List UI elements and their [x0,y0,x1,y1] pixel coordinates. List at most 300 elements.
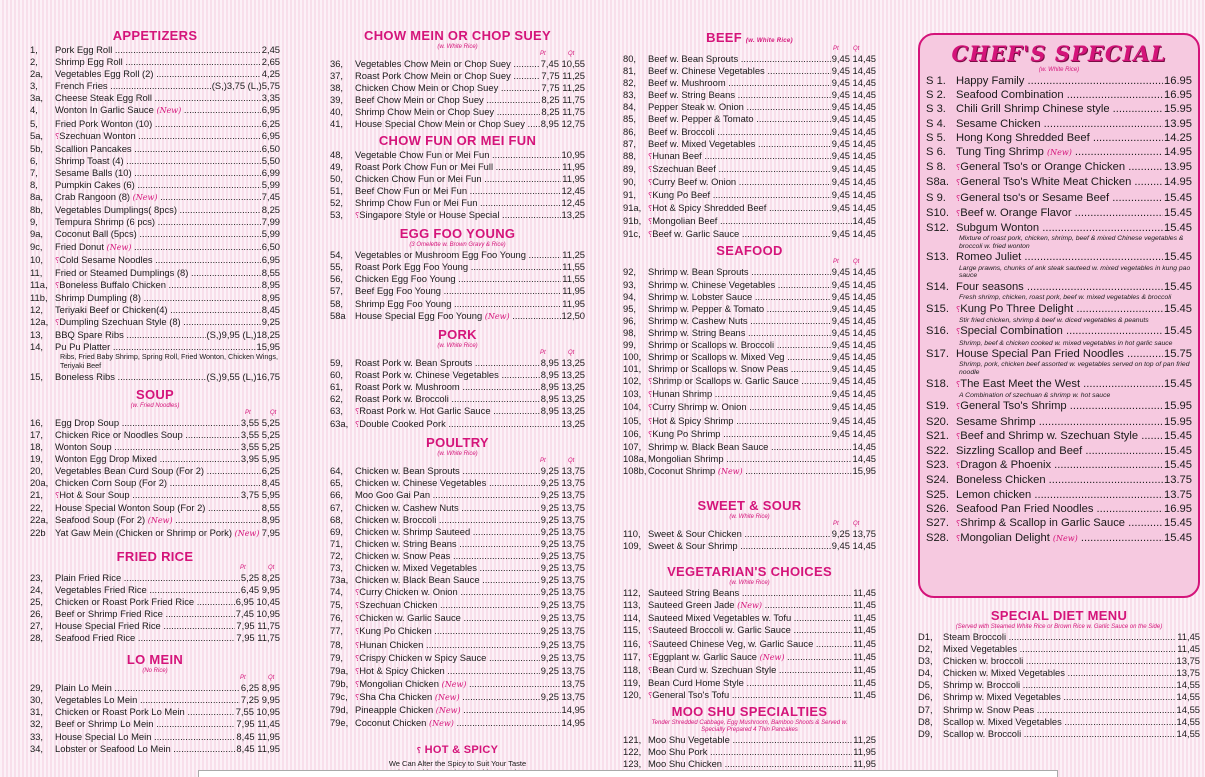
item-name-text: Yat Gaw Mein (Chicken or Shrimp or Pork) [55,527,232,539]
menu-item [330,310,585,323]
item-name [55,371,206,383]
item-name-text: Beef w. Pepper & Tomato [648,113,754,125]
item-price: 11,95 [562,285,585,297]
item-name-text: Beef w. Broccoli [648,125,715,137]
item-price: 8,25 11,75 [541,94,585,106]
menu-item [623,401,876,414]
section-sweet-sour [623,498,876,552]
item-name [55,718,235,730]
item-name-text: Lobster or Seafood Lo Mein [55,742,171,754]
item-name-text: Chicken w. Broccoli [355,513,437,525]
item-number: D7, [918,703,933,715]
item-name [55,620,235,632]
item-number: D5, [918,679,933,691]
item-name [956,377,1163,392]
menu-item [623,363,876,375]
item-price: 11,45 [853,599,876,611]
item-name-text: Roast Pork w. Mushroom [355,380,460,392]
item-price: 9,25 13,75 [540,625,585,637]
item-price: 15.95 [1164,103,1192,116]
pt-label: Pt [833,521,839,527]
column-2 [330,28,585,777]
item-name-text: BBQ Spare Ribs [55,329,124,341]
menu-item [918,691,1200,703]
item-number: D1, [918,631,933,642]
item-price: 6,25 8,95 [240,682,280,694]
item-number: 78, [330,638,344,650]
item-name [55,204,261,216]
item-name-text: Seafood Fried Rice [55,632,136,644]
item-price: 15.45 [1164,280,1192,293]
menu-item [330,625,585,638]
menu-item [330,550,585,562]
menu-item [330,652,585,665]
item-number: 115, [623,624,641,636]
item-number: 3a, [30,92,44,104]
menu-item [30,371,280,383]
item-name-text: Mixed Vegetables [943,643,1018,655]
item-price: 2,65 [261,56,280,68]
item-name [956,399,1163,414]
item-name-text: Chicken w. Bean Sprouts [355,465,460,477]
item-number: 99, [623,338,637,350]
item-number: 61, [330,380,344,392]
item-name [55,68,261,80]
qt-label: Qt [268,675,275,682]
item-price: 11,55 [562,261,585,273]
item-name [355,678,561,691]
item-name [956,488,1163,502]
item-name-text: Double Cooked Pork [359,418,446,430]
menu-item [330,82,585,94]
menu-item [926,473,1192,487]
item-name [943,728,1176,740]
pepper-icon: ⸮ [956,304,961,314]
section-vegetarian [623,564,876,702]
menu-item [30,68,280,80]
item-name-text: Happy Family [956,75,1025,87]
section-subtitle: (w. White Rice) [729,580,770,587]
menu-item [926,302,1192,317]
item-price: 9,45 14,45 [831,89,876,101]
item-price: 9,25 13,75 [540,477,585,489]
pepper-icon: ⸮ [648,230,653,240]
item-price: 13.95 [1164,161,1192,174]
item-name-text: Beef w. Chinese Vegetables [648,65,765,77]
item-name [956,502,1163,516]
item-name-text: Wonton Egg Drop Mixed [55,452,157,464]
item-name [648,746,852,758]
item-number: 58a [330,309,346,321]
menu-item [30,204,280,216]
menu-item [30,191,280,204]
item-name [355,161,561,173]
item-price: 9,45 14,45 [831,202,876,214]
section-title-text: BEEF [706,30,742,45]
menu-item [623,758,876,770]
item-number: 114, [623,612,641,624]
menu-item [623,53,876,65]
item-name [55,191,261,204]
item-price: 8,45 [261,477,280,489]
menu-item [330,574,585,586]
item-name-text: House Special Wonton Soup (For 2) [55,502,206,514]
item-number: 3, [30,80,38,92]
item-name-text: Roast Pork Egg Foo Young [355,261,469,273]
item-price: 15.45 [1164,206,1192,219]
item-number: 63a, [330,418,349,430]
item-price: 9,25 13,75 [831,528,876,539]
menu-item [30,706,280,718]
item-name [648,428,831,441]
item-name [55,80,211,92]
item-name [956,415,1163,429]
pepper-icon: ⸮ [55,280,60,290]
menu-item [30,130,280,143]
item-name [956,160,1163,175]
item-number: D3, [918,655,933,667]
menu-item [623,266,876,278]
menu-item [926,175,1192,190]
item-number: 120, [623,688,642,700]
item-name [355,550,540,562]
item-price: 15.45 [1164,517,1192,530]
item-name-text: Beef Egg Foo Young [355,285,442,297]
item-price: 13,75 [561,677,585,689]
item-price: 9,25 13,75 [540,525,585,537]
item-name [55,731,235,743]
item-number: S 5. [926,131,946,144]
item-number: 79, [330,651,344,663]
item-name [648,677,852,689]
item-name-text: Hot & Spicy Shredded Beef [652,202,767,214]
section-subtitle: (w. White Rice) [437,44,478,50]
menu-item [623,77,876,89]
menu-item [330,285,585,297]
new-badge: (New) [1052,534,1078,544]
section-pork [330,327,585,432]
item-name [355,538,540,550]
item-number: S24. [926,474,950,487]
item-price: 14,45 [852,452,876,464]
section-chow-fun [330,133,585,223]
menu-item [30,155,280,167]
item-name-text: Crispy Chicken w Spicy Sauce [359,651,487,663]
new-badge: (New) [717,466,743,476]
section-title: APPETIZERS [112,28,198,43]
item-name [648,215,852,228]
menu-item [330,197,585,209]
item-number: 8a, [30,191,44,203]
item-name-text: Plain Fried Rice [55,571,122,583]
item-name [956,102,1163,116]
menu-item [623,176,876,189]
item-number: S13. [926,251,950,264]
menu-item [330,106,585,118]
item-price: 9,45 14,45 [831,228,876,240]
item-number: S27. [926,517,950,530]
item-name [648,176,831,189]
item-name-text: Moo Shu Pork [648,746,708,758]
menu-item [623,163,876,176]
menu-item [330,586,585,599]
item-number: S16. [926,325,950,338]
item-price: 9,45 14,45 [831,351,876,363]
pt-qt-header [623,46,876,53]
item-number: 89, [623,162,637,174]
hot-spicy-label: HOT & SPICY [424,744,499,757]
item-price: 9,25 13,75 [540,664,585,676]
item-number: S22. [926,445,950,457]
item-name-text: Shrimp w. Bean Sprouts [648,266,749,278]
menu-item [30,104,280,117]
item-name [55,292,261,304]
item-number: 59, [330,356,344,368]
item-name-text: Curry Beef w. Onion [652,175,737,187]
item-number: S21. [926,429,950,442]
menu-item [918,679,1200,691]
pt-label: Pt [240,564,246,571]
item-number: 51, [330,184,344,196]
item-number: 25, [30,595,44,607]
menu-item [330,149,585,161]
item-price: 14,55 [1176,703,1200,715]
item-number: S17. [926,348,950,361]
item-name [956,302,1163,317]
menu-item [330,161,585,173]
item-price: 6,95 [261,253,280,265]
item-name-text: Mongolian Chicken [359,677,439,689]
item-name [55,489,240,502]
menu-item [623,612,876,624]
item-name-text: Lemon chicken [956,488,1032,501]
item-price: 3,55 5,25 [240,416,280,428]
item-name-text: Pumpkin Cakes (6) [55,179,135,191]
section-soup [30,387,280,541]
item-name [943,643,1176,655]
item-price: 3,95 5,95 [240,452,280,464]
item-name-text: Mongolian Beef [652,215,718,227]
item-price: 11,45 [1177,643,1200,655]
menu-item [623,441,876,453]
menu-item [623,65,876,77]
item-name [648,612,852,624]
pepper-icon: ⸮ [956,379,961,389]
pt-label: Pt [540,458,546,465]
item-price: 9,25 13,75 [540,513,585,525]
item-name-text: Chicken w. broccoli [943,655,1024,667]
item-name [355,691,540,704]
menu-item [623,303,876,315]
item-name [55,584,240,596]
item-price: 15.45 [1164,251,1192,264]
item-name-text: Chicken w. String Beans [355,537,457,549]
item-number: 16, [30,416,44,428]
menu-item [330,261,585,273]
item-number: 57, [330,285,344,297]
item-number: 19, [30,452,44,464]
item-price: 9,25 13,75 [540,489,585,501]
item-name-text: Vegetables or Mushroom Egg Foo Young [355,249,526,261]
new-badge: (New) [156,106,182,116]
section-subtitle: (w. White Rice) [1038,67,1080,73]
item-price: 9,25 13,75 [540,586,585,598]
section-seafood [623,243,876,478]
item-price: 13,75 [1176,655,1200,667]
item-name [55,682,240,694]
menu-item [30,596,280,608]
item-name-text: House Special Pan Fried Noodles [956,348,1124,361]
item-number: 32, [30,718,44,730]
menu-item [918,716,1200,728]
item-name-text: Boneless Buffalo Chicken [59,278,166,290]
item-name-text: Sauteed Chinese Veg, w. Garlic Sauce [652,637,814,649]
item-number: 12a, [30,316,49,328]
item-number: 12, [30,303,44,315]
item-price: 8,95 [261,278,280,290]
item-number: S19. [926,400,950,413]
item-number: 100, [623,351,642,363]
item-price: 9,25 13,75 [540,537,585,549]
menu-item [330,599,585,612]
item-number: 48, [330,148,344,160]
item-name [55,279,261,292]
item-name [355,381,540,393]
item-price: 16.95 [1164,75,1192,87]
item-name [55,56,261,68]
menu-item [30,694,280,706]
menu-item [623,351,876,363]
item-name-text: Pu Pu Platter [55,341,111,353]
item-name-text: Steam Broccoli [943,631,1007,642]
item-price: 6,95 10,45 [235,595,280,607]
menu-item [30,279,280,292]
item-number: S26. [926,502,950,515]
item-number: 75, [330,599,344,611]
item-number: 21, [30,489,44,501]
menu-item [30,216,280,228]
item-number: 86, [623,125,637,137]
item-name [55,596,235,608]
menu-item [30,572,280,584]
item-name-text: Special Combination [960,325,1063,338]
item-name [355,489,540,501]
item-name [648,266,831,278]
item-price: 9,45 14,45 [831,375,876,387]
item-price: 8,45 11,95 [236,730,280,742]
menu-item [623,215,876,228]
item-name-text: Vegetable Chow Fun or Mei Fun [355,148,490,160]
item-name [648,624,852,637]
item-name-text: Egg Drop Soup [55,416,120,428]
item-name-text: Sesame Chicken [956,117,1041,130]
item-number: 26, [30,607,44,619]
menu-item [330,298,585,310]
item-name [355,514,540,526]
item-number: S 6. [926,146,946,159]
item-name-text: Fried Pork Wonton (10) [55,117,153,129]
item-number: 108a, [623,452,647,464]
item-price: 11,95 [853,758,876,770]
item-name-text: Kung Po Beef [652,189,711,201]
item-price: 11,45 [853,650,876,662]
item-name [55,92,261,104]
item-name-text: French Fries [55,80,108,92]
section-moo-shu [623,704,876,777]
item-name [55,465,261,477]
item-price: 9,25 [261,316,280,328]
item-name [648,65,831,77]
item-name [355,357,540,369]
item-number: 71, [330,537,344,549]
menu-item [623,388,876,401]
item-number: 84, [623,101,637,113]
item-number: 39, [330,94,344,106]
item-number: 117, [623,650,641,662]
pepper-icon: ⸮ [355,627,360,637]
item-name-text: Romeo Juliet [956,251,1022,264]
item-number: 5, [30,117,38,129]
pepper-icon: ⸮ [355,653,360,663]
new-badge: (New) [759,652,785,662]
item-number: 102, [623,375,642,387]
item-number: 49, [330,160,344,172]
menu-item [926,458,1192,473]
item-price: 3,55 5,25 [240,440,280,452]
item-price: 11,55 [562,273,585,285]
menu-item [623,291,876,303]
item-number: S8a. [926,176,950,189]
item-name-text: Chicken w. Chinese Vegetables [355,477,487,489]
item-price: 5,99 [261,179,280,191]
item-number: 27, [30,619,44,631]
item-price: (S,)9,55 (L,)16,75 [206,370,280,382]
item-price: 9,45 14,45 [831,53,876,64]
section-subtitle: (Served with Steamed White Rice or Brown Rice w. Garlic Sauce on the Side) [955,624,1163,630]
item-name-text: Scallion Pancakes [55,142,132,154]
item-number: 5b, [30,142,44,154]
item-price: 7,55 10,95 [235,706,280,718]
item-name [55,514,261,527]
item-name [956,175,1163,190]
item-price: 15.95 [1164,400,1192,413]
menu-item [918,643,1200,655]
item-name [956,444,1163,458]
item-name [355,393,540,405]
menu-item [926,488,1192,502]
item-name-text: General Tso's or Orange Chicken [960,161,1126,174]
menu-item [926,347,1192,361]
qt-label: Qt [268,564,275,571]
item-number: 54, [330,249,344,261]
item-price: 9,45 14,45 [831,363,876,375]
menu-item [623,202,876,215]
item-name [355,94,540,106]
item-name-text: Shrimp Egg Foo Young [355,297,452,309]
item-number: 56, [330,273,344,285]
qt-label: Qt [568,349,575,356]
column-4 [918,33,1200,742]
item-name-text: Chicken Chow Fun or Mei Fun [355,172,482,184]
section-subtitle: (No Rice) [142,668,168,675]
new-badge: (New) [1047,148,1072,158]
section-subtitle: (w. White Rice) [437,342,478,349]
pepper-icon: ⸮ [355,601,360,611]
item-name-text: Shrimp Egg Roll [55,56,123,68]
item-name-text: Plain Lo Mein [55,682,112,694]
menu-item [330,489,585,501]
item-number: 91, [623,189,637,201]
